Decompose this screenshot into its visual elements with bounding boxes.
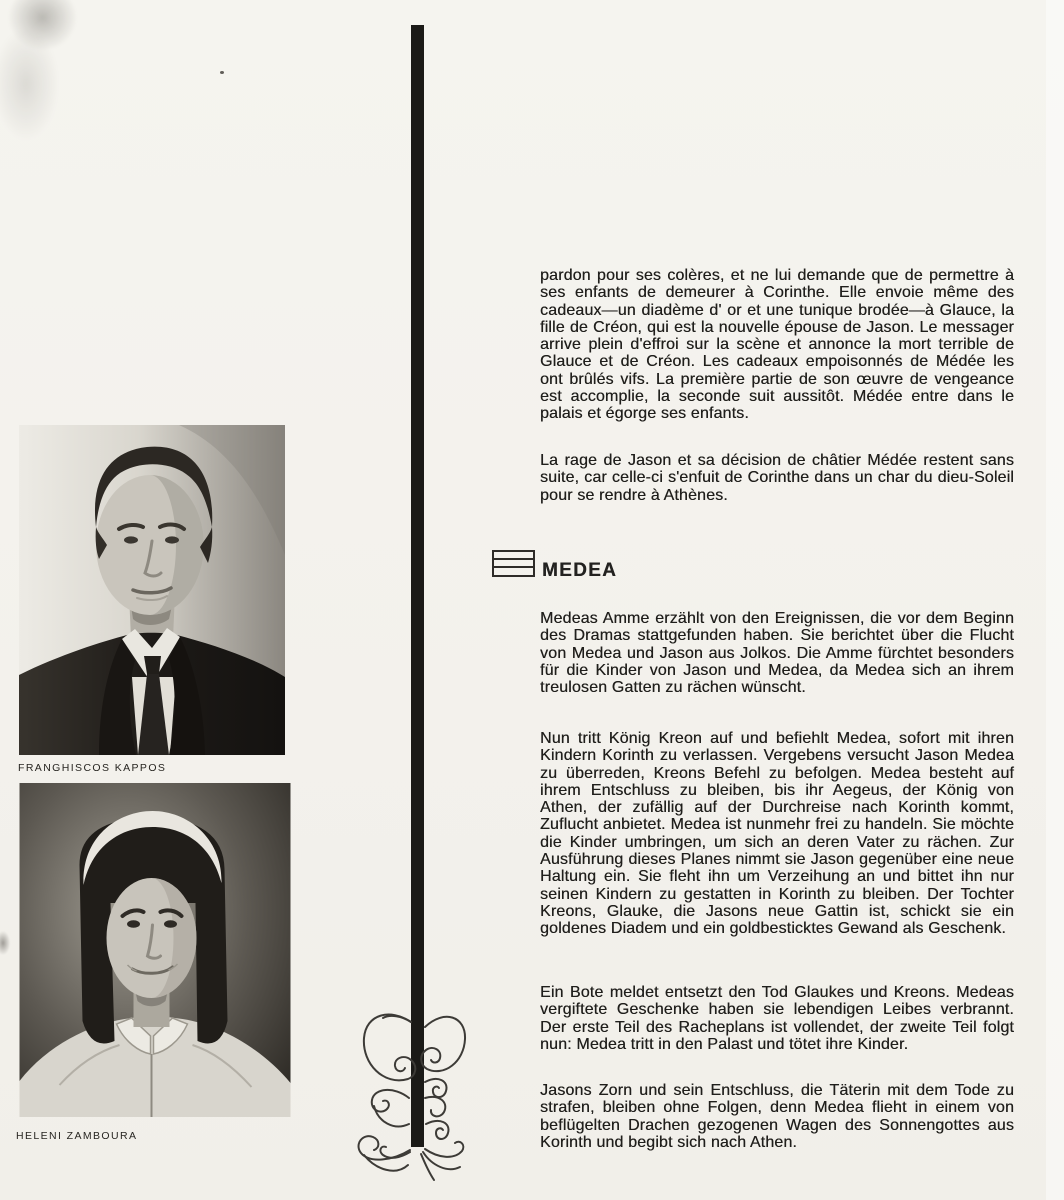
german-paragraph-4: Jasons Zorn und sein Entschluss, die Täterin mit dem Tode zu strafen, bleiben ohne Folgen, denn Medea flieht in einem von beflügelten Drachen gezogenen Wagen des Sonnengottes aus Korinth und begibt sich nach Athen. (540, 1082, 1014, 1151)
page-right-edge-highlight (1046, 0, 1064, 1200)
three-band-rectangle-icon (492, 550, 535, 577)
scan-smudge-left-edge (0, 928, 12, 958)
german-paragraph-1: Medeas Amme erzählt von den Ereignissen, die vor dem Beginn des Dramas stattgefunden haben. Sie berichtet über die Flucht von Medea und Jason aus Jolkos. Die Amme fürchtet besonders für die Kinder von Jason und Medea, da Medea sich an ihrem treulosen Gatten zu rächen wünscht. (540, 610, 1014, 697)
zamboura-portrait-photo (19, 783, 291, 1117)
calligraphic-flourish-ornament (350, 1002, 474, 1182)
german-paragraph-2: Nun tritt König Kreon auf und befiehlt Medea, sofort mit ihren Kindern Korinth zu verlassen. Vergebens versucht Jason Medea zu überreden, Kreons Befehl zu befolgen. Medea besteht auf ihrem Entschluss zu bleiben, bis ihr Aegeus, der König von Athen, der zufällig auf der Durchreise nach Korinth kommt, Zuflucht anbietet. Medea ist nunmehr frei zu handeln. Sie möchte die Kinder umbringen, um sich an deren Vater zu rächen. Zur Ausführung dieses Planes nimmt sie Jason gegenüber eine neue Haltung ein. Sie fleht ihn um Verzeihung an und bittet ihn nur seinen Kindern zu gestatten in Korinth zu bleiben. Der Tochter Kreons, Glauke, die Jasons neue Gattin ist, schickt sie ein goldenes Diadem und ein goldbesticktes Gewand als Geschenk. (540, 730, 1014, 938)
vertical-divider-rule (411, 25, 424, 1147)
french-paragraph-2: La rage de Jason et sa décision de châtier Médée restent sans suite, car celle-ci s'enfuit de Corinthe dans un char du dieu-Soleil pour se rendre à Athènes. (540, 452, 1014, 504)
kappos-photo-caption: FRANGHISCOS KAPPOS (18, 762, 167, 774)
icon-band-line (494, 558, 533, 560)
icon-band-line (494, 566, 533, 568)
scan-speck (220, 71, 224, 74)
zamboura-photo-caption: HELENI ZAMBOURA (16, 1130, 138, 1142)
german-paragraph-3: Ein Bote meldet entsetzt den Tod Glaukes und Kreons. Medeas vergiftete Geschenke haben sie lebendigen Leibes verbrannt. Der erste Teil des Racheplans ist vollendet, der zweite Teil folgt nun: Medea tritt in den Palast und tötet ihre Kinder. (540, 984, 1014, 1053)
kappos-portrait-photo (19, 425, 285, 755)
section-heading-medea: MEDEA (542, 560, 618, 581)
scan-smudge-top-left (0, 0, 92, 160)
french-paragraph-1: pardon pour ses colères, et ne lui demande que de permettre à ses enfants de demeurer à Corinthe. Elle envoie même des cadeaux—un diadème d' or et une tunique brodée—à Glauce, la fille de Créon, qui est la nouvelle épouse de Jason. Le messager arrive plein d'effroi sur la scène et annonce la mort terrible de Glauce et de Créon. Les cadeaux empoisonnés de Médée les ont brûlés vifs. La première partie de son œuvre de vengeance est accomplie, la seconde suit aussitôt. Médée entre dans le palais et égorge ses enfants. (540, 267, 1014, 423)
zamboura-portrait-illustration (19, 783, 291, 1117)
kappos-portrait-illustration (19, 425, 285, 755)
